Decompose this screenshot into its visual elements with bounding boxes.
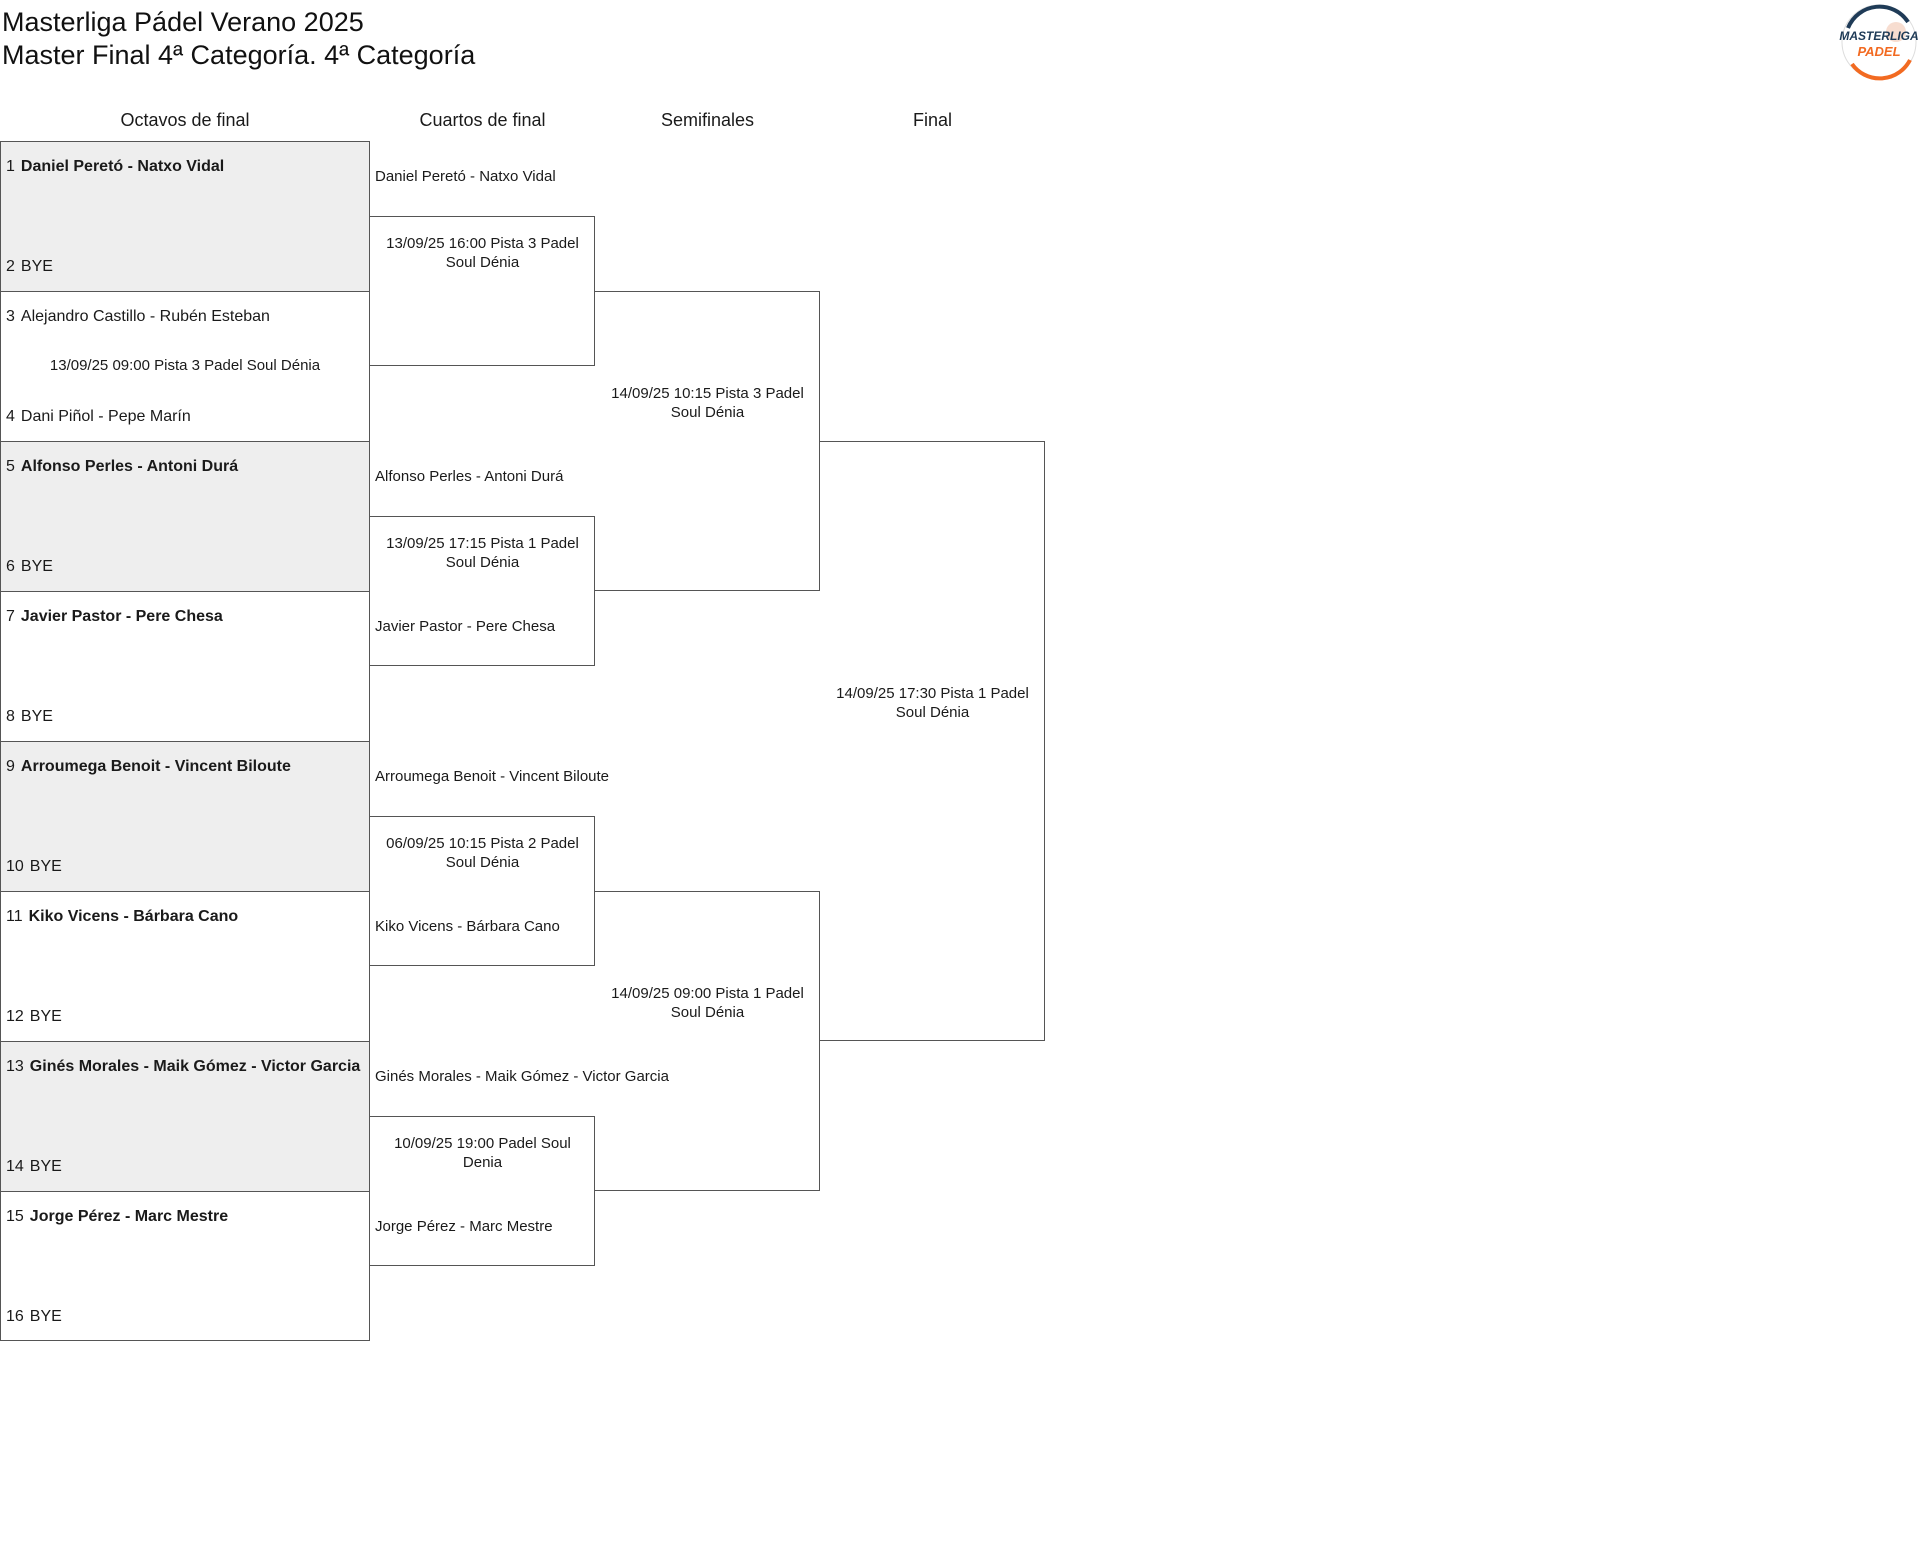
r16-team-top	[6, 457, 365, 477]
sf1-match-info: 14/09/25 10:15 Pista 3 Padel Soul Dénia	[611, 385, 804, 421]
r16-match-info: 13/09/25 09:00 Pista 3 Padel Soul Dénia	[49, 357, 321, 374]
logo-text-bottom: PADEL	[1857, 44, 1901, 59]
r16-team-top	[6, 757, 365, 777]
team-name: BYE	[29, 1308, 62, 1325]
team-name: Arroumega Benoit - Vincent Biloute	[20, 758, 291, 775]
masterliga-logo	[1838, 2, 1920, 82]
team-name: BYE	[20, 558, 53, 575]
r16-match-5	[0, 741, 370, 891]
r16-team-bottom	[6, 407, 365, 427]
seed-number: 11	[6, 908, 23, 925]
final-match-info: 14/09/25 17:30 Pista 1 Padel Soul Dénia	[836, 685, 1029, 721]
r16-match-7	[0, 1041, 370, 1191]
team-name: Alfonso Perles - Antoni Durá	[20, 458, 239, 475]
r16-match-1	[0, 141, 370, 291]
team-name: Dani Piñol - Pepe Marín	[20, 408, 191, 425]
seed-number: 9	[6, 758, 15, 775]
seed-number: 8	[6, 708, 15, 725]
seed-number: 10	[6, 858, 24, 875]
team-name: Kiko Vicens - Bárbara Cano	[28, 908, 239, 925]
team-name: BYE	[20, 258, 53, 275]
r16-match-3	[0, 441, 370, 591]
seed-number: 5	[6, 458, 15, 475]
seed-number: 2	[6, 258, 15, 275]
team-name: BYE	[29, 1008, 62, 1025]
qf1-team-top: Daniel Peretó - Natxo Vidal	[375, 168, 556, 185]
round-header-cuartos: Cuartos de final	[419, 110, 546, 130]
seed-number: 16	[6, 1308, 24, 1325]
qf4-team-bottom: Jorge Pérez - Marc Mestre	[375, 1218, 553, 1235]
seed-number: 15	[6, 1208, 24, 1225]
qf3-team-bottom: Kiko Vicens - Bárbara Cano	[375, 918, 560, 935]
logo-emblem-icon	[1838, 2, 1920, 82]
r16-team-bottom	[6, 1307, 365, 1327]
r16-team-top	[6, 307, 365, 327]
sf2-match-info: 14/09/25 09:00 Pista 1 Padel Soul Dénia	[611, 985, 804, 1021]
qf3-team-top: Arroumega Benoit - Vincent Biloute	[375, 768, 610, 785]
r16-match-4	[0, 591, 370, 741]
team-name: BYE	[29, 858, 62, 875]
seed-number: 6	[6, 558, 15, 575]
seed-number: 13	[6, 1058, 24, 1075]
r16-match-6	[0, 891, 370, 1041]
final-bracket	[820, 441, 1045, 1041]
r16-team-top	[6, 607, 365, 627]
team-name: BYE	[29, 1158, 62, 1175]
r16-team-top	[6, 157, 365, 177]
r16-team-bottom	[6, 1157, 365, 1177]
team-name: Alejandro Castillo - Rubén Esteban	[20, 308, 270, 325]
round-header-final: Final	[912, 110, 952, 130]
seed-number: 4	[6, 408, 15, 425]
round-header-semifinales: Semifinales	[660, 110, 755, 130]
sf1-bracket	[595, 291, 820, 591]
team-name: Daniel Peretó - Natxo Vidal	[20, 158, 225, 175]
r16-match-8	[0, 1191, 370, 1341]
team-name: BYE	[20, 708, 53, 725]
qf1-match-info: 13/09/25 16:00 Pista 3 Padel Soul Dénia	[386, 235, 579, 271]
sf2-bracket	[595, 891, 820, 1191]
r16-team-top	[6, 907, 365, 927]
r16-team-top	[6, 1057, 365, 1077]
round-header-octavos: Octavos de final	[120, 110, 250, 130]
qf2-match-info: 13/09/25 17:15 Pista 1 Padel Soul Dénia	[386, 535, 579, 571]
qf2-team-top: Alfonso Perles - Antoni Durá	[375, 468, 564, 485]
team-name: Jorge Pérez - Marc Mestre	[29, 1208, 229, 1225]
r16-team-bottom	[6, 857, 365, 877]
logo-text-top: MASTERLIGA	[1839, 29, 1919, 43]
category-title: Master Final 4ª Categoría. 4ª Categoría	[2, 40, 476, 70]
qf3-match-info: 06/09/25 10:15 Pista 2 Padel Soul Dénia	[386, 835, 579, 871]
qf4-match-info: 10/09/25 19:00 Padel Soul Denia	[394, 1135, 571, 1171]
r16-team-top	[6, 1207, 365, 1227]
page-title	[2, 6, 475, 72]
team-name: Ginés Morales - Maik Gómez - Victor Garcia	[29, 1058, 361, 1075]
team-name: Javier Pastor - Pere Chesa	[20, 608, 223, 625]
seed-number: 1	[6, 158, 15, 175]
r16-match-2	[0, 291, 370, 441]
seed-number: 3	[6, 308, 15, 325]
tournament-title: Masterliga Pádel Verano 2025	[2, 7, 364, 37]
r16-team-bottom	[6, 557, 365, 577]
r16-team-bottom	[6, 707, 365, 727]
seed-number: 7	[6, 608, 15, 625]
qf4-team-top: Ginés Morales - Maik Gómez - Victor Garcia	[375, 1068, 669, 1085]
seed-number: 12	[6, 1008, 24, 1025]
r16-team-bottom	[6, 257, 365, 277]
seed-number: 14	[6, 1158, 24, 1175]
qf2-team-bottom: Javier Pastor - Pere Chesa	[375, 618, 556, 635]
r16-team-bottom	[6, 1007, 365, 1027]
